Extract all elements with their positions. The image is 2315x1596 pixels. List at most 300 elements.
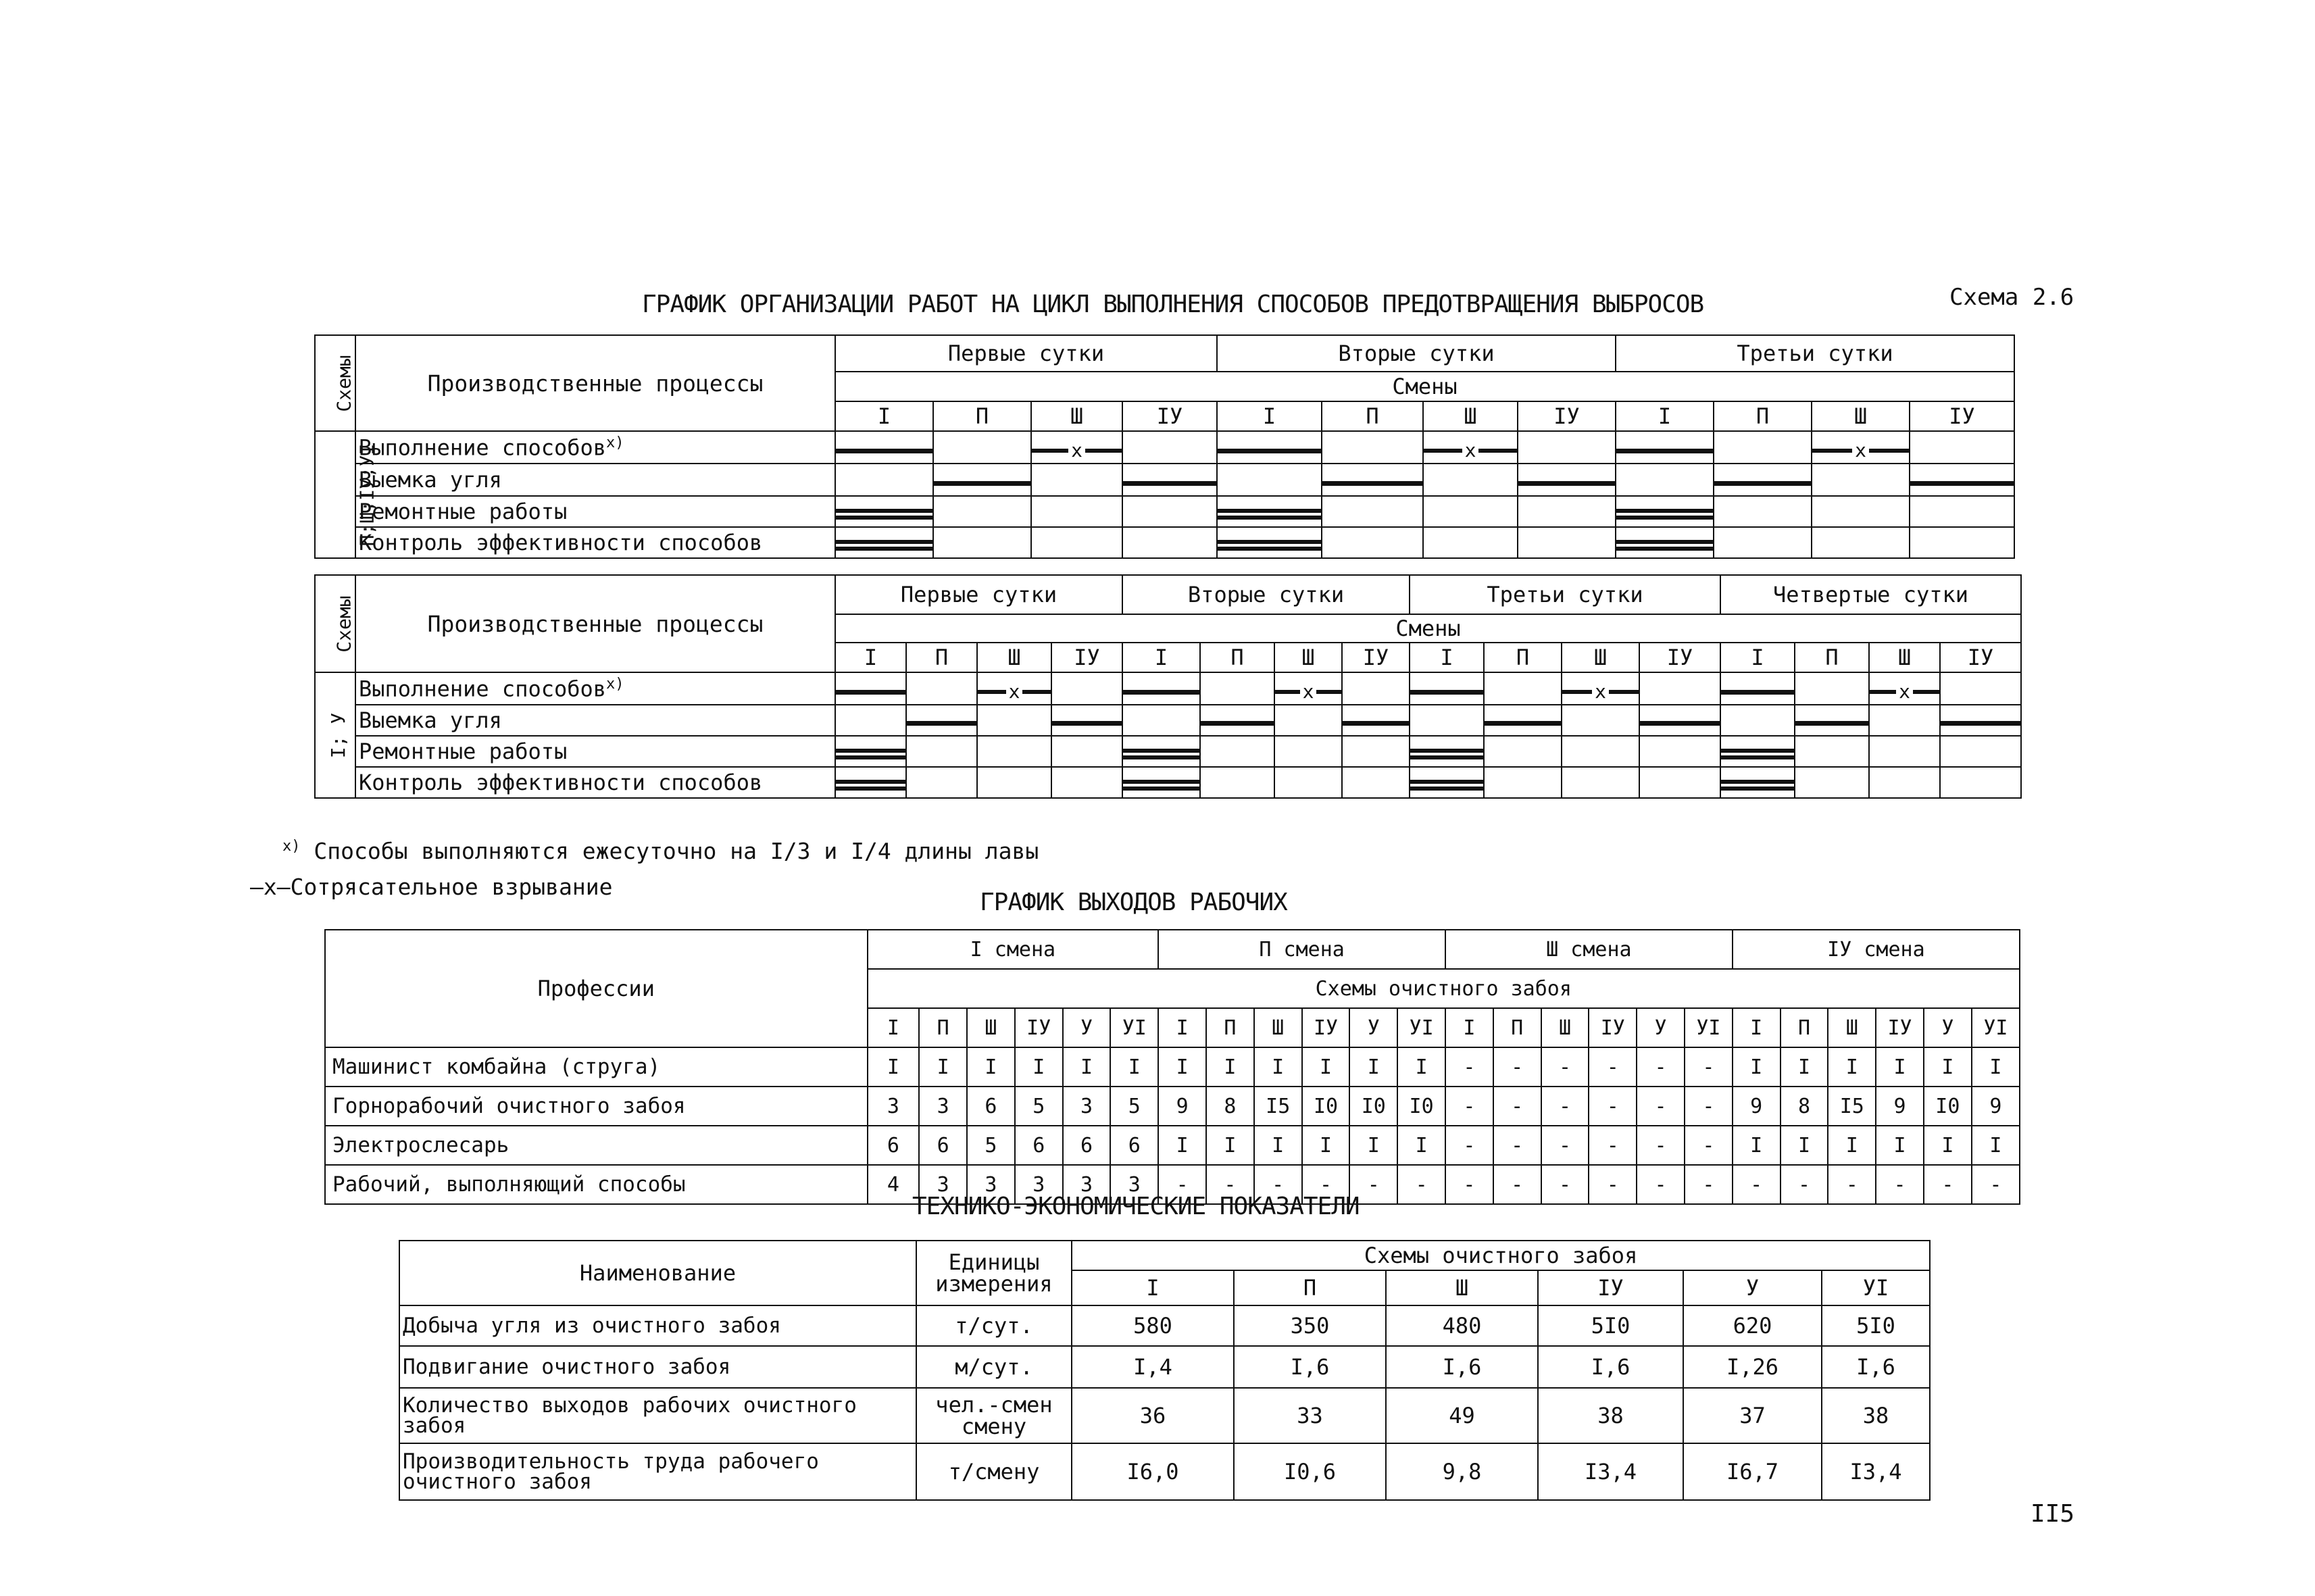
footnote-mark: х) (606, 434, 624, 451)
work-bar (836, 684, 905, 700)
schedule-cell (1910, 496, 2014, 527)
worker-count: I (1302, 1126, 1350, 1165)
scheme-numeral: I (1158, 1008, 1206, 1047)
worker-count: I (1972, 1047, 2020, 1087)
schedule-cell (1200, 705, 1274, 736)
indicator-value: 36 (1072, 1388, 1234, 1443)
work-bar (907, 715, 976, 731)
worker-count: I (1828, 1047, 1876, 1087)
process-label: Ремонтные работы (355, 496, 835, 527)
schedule-cell (1423, 527, 1518, 558)
worker-count: I (1254, 1126, 1302, 1165)
schedule-cell (933, 496, 1031, 527)
shift-numeral: IУ (1639, 643, 1720, 672)
schedule-cell (1410, 767, 1484, 798)
worker-count: - (1733, 1165, 1781, 1204)
worker-count: 3 (919, 1087, 967, 1126)
shift-numeral: IУ (1910, 401, 2014, 431)
schedule-cell (1031, 431, 1122, 464)
schedule-cell (1410, 705, 1484, 736)
schedule-cell (1720, 767, 1795, 798)
table-row (399, 1305, 1930, 1346)
table-row (399, 1388, 1930, 1443)
worker-count: 6 (1015, 1126, 1063, 1165)
schedule-cell (1720, 705, 1795, 736)
table-row (325, 1087, 2020, 1126)
work-bar (1518, 475, 1615, 491)
worker-count: I0 (1349, 1087, 1397, 1126)
unit-header: Единицы измерения (916, 1241, 1072, 1305)
worker-count: 9 (1972, 1087, 2020, 1126)
worker-count: - (1445, 1047, 1493, 1087)
worker-count: I (1876, 1047, 1924, 1087)
double-work-bar (1616, 537, 1713, 553)
name-header: Наименование (399, 1241, 916, 1305)
scheme-numeral: IУ (1589, 1008, 1637, 1047)
worker-count: - (1589, 1165, 1637, 1204)
schedule-cell (1122, 527, 1217, 558)
shift-numeral: I (1720, 643, 1795, 672)
schedule-cell (1812, 527, 1910, 558)
worker-count: - (1445, 1165, 1493, 1204)
schedule-cell (1122, 431, 1217, 464)
worker-count: - (1541, 1126, 1589, 1165)
scheme-numeral: П (1206, 1008, 1254, 1047)
scheme-numeral: IУ (1302, 1008, 1350, 1047)
shift-numeral: I (1122, 643, 1200, 672)
indicator-value: I6,7 (1683, 1443, 1822, 1500)
schedule-cell (1910, 431, 2014, 464)
schedule-cell (835, 767, 906, 798)
schedule-cell (1122, 672, 1200, 705)
schedule-cell (1217, 527, 1322, 558)
schedule-cell (1562, 736, 1639, 767)
worker-count: I5 (1828, 1087, 1876, 1126)
schedule-cell (1812, 464, 1910, 496)
worker-count: I0 (1924, 1087, 1972, 1126)
worker-count: 6 (1110, 1126, 1158, 1165)
worker-count: - (1541, 1087, 1589, 1126)
worker-count: - (1972, 1165, 2020, 1204)
scheme-numeral: УI (1685, 1008, 1733, 1047)
unit-cell: м/сут. (916, 1346, 1072, 1388)
scheme-numeral: У (1683, 1270, 1822, 1305)
worker-count: - (1302, 1165, 1350, 1204)
schedule-cell (933, 527, 1031, 558)
worker-count: I (1972, 1126, 2020, 1165)
scheme-numeral: П (1493, 1008, 1541, 1047)
process-label: Выполнение способов$^{х)}$ (355, 672, 835, 705)
schedule-cell (1639, 705, 1720, 736)
indicator-name: Производительность труда рабочего очистного забоя (399, 1443, 916, 1500)
schedule-cell (1518, 464, 1616, 496)
schedule-cell (1274, 736, 1342, 767)
worker-count: 6 (868, 1126, 920, 1165)
indicator-value: I6,0 (1072, 1443, 1234, 1500)
process-label: Ремонтные работы (355, 736, 835, 767)
schedule-cell (835, 527, 933, 558)
schedule-cell (906, 705, 977, 736)
workers-table (324, 929, 2020, 1205)
worker-count: I (1158, 1047, 1206, 1087)
schedule-cell (906, 767, 977, 798)
schedule-cell (1484, 736, 1562, 767)
day-header: Первые сутки (835, 575, 1122, 614)
footnote-1-text: Способы выполняются ежесуточно на I/3 и I/4 длины лавы (314, 838, 1039, 864)
schedule-cell (1322, 496, 1423, 527)
tech-table (399, 1240, 1931, 1501)
schedule-cell (1122, 767, 1200, 798)
worker-count: - (1397, 1165, 1445, 1204)
schedule-cell (1051, 736, 1122, 767)
schedule-cell (1812, 431, 1910, 464)
work-bar (1410, 684, 1483, 700)
process-label: Контроль эффективности способов (355, 767, 835, 798)
indicator-name: Подвигание очистного забоя (399, 1346, 916, 1388)
shift-numeral: IУ (1518, 401, 1616, 431)
worker-count: - (1685, 1126, 1733, 1165)
process-label: Выемка угля (355, 705, 835, 736)
schedule-cell (1720, 736, 1795, 767)
footnote-2-text: Сотрясательное взрывание (290, 874, 613, 900)
worker-count: 3 (967, 1165, 1015, 1204)
shift-numeral: Ш (1274, 643, 1342, 672)
worker-count: 5 (1015, 1087, 1063, 1126)
schemes-header: Схемы очистного забоя (1072, 1241, 1930, 1270)
footnote-1 (282, 838, 1039, 864)
shifts-header: Смены (835, 614, 2021, 643)
scheme-numeral: У (1637, 1008, 1685, 1047)
double-work-bar (836, 506, 932, 522)
schedule-cell (933, 464, 1031, 496)
scheme-numeral: П (1781, 1008, 1828, 1047)
worker-count: 3 (1110, 1165, 1158, 1204)
schedule-cell (1423, 464, 1518, 496)
worker-count: 8 (1206, 1087, 1254, 1126)
indicator-value: 33 (1234, 1388, 1386, 1443)
shift-numeral: Ш (977, 643, 1051, 672)
scheme-numeral: У (1924, 1008, 1972, 1047)
worker-count: 3 (1015, 1165, 1063, 1204)
table-row (325, 1126, 2020, 1165)
schedule-cell (1714, 496, 1812, 527)
shift-numeral: IУ (1122, 401, 1217, 431)
shift-numeral: П (1795, 643, 1869, 672)
worker-count: - (1589, 1087, 1637, 1126)
worker-count: I0 (1302, 1087, 1350, 1126)
worker-count: - (1637, 1165, 1685, 1204)
shift-header: Ш смена (1445, 930, 1733, 969)
double-work-bar (836, 777, 905, 793)
work-bar (1052, 715, 1122, 731)
schedule-cell (1423, 431, 1518, 464)
work-bar (934, 475, 1030, 491)
blasting-mark: х (1855, 439, 1866, 462)
worker-count: - (1349, 1165, 1397, 1204)
indicator-value: I,6 (1538, 1346, 1683, 1388)
schedule-cell (1217, 431, 1322, 464)
worker-count: 3 (1063, 1165, 1111, 1204)
worker-count: - (1781, 1165, 1828, 1204)
worker-count: - (1206, 1165, 1254, 1204)
blasting-legend-mark: —х— (250, 874, 291, 900)
work-bar (1201, 715, 1274, 731)
indicator-value: 580 (1072, 1305, 1234, 1346)
schedule-cell (977, 705, 1051, 736)
blasting-mark: х (1899, 680, 1910, 703)
worker-count: I (1733, 1126, 1781, 1165)
double-work-bar (1721, 746, 1794, 762)
worker-count: I (1206, 1047, 1254, 1087)
work-bar (1910, 475, 2014, 491)
worker-count: - (1589, 1126, 1637, 1165)
worker-count: - (1685, 1047, 1733, 1087)
scheme-numeral: IУ (1876, 1008, 1924, 1047)
profession-label: Электрослесарь (325, 1126, 868, 1165)
double-work-bar (1218, 506, 1321, 522)
schedule-cell (1940, 672, 2021, 705)
double-work-bar (1721, 777, 1794, 793)
shift-numeral: П (906, 643, 977, 672)
work-bar (836, 443, 932, 459)
schedule-cell (1869, 767, 1940, 798)
blasting-mark: х (1071, 439, 1082, 462)
worker-count: - (1924, 1165, 1972, 1204)
scheme-numeral: Ш (1386, 1270, 1538, 1305)
schedule-cell (1518, 496, 1616, 527)
scheme-numeral: I (1445, 1008, 1493, 1047)
shift-numeral: Ш (1869, 643, 1940, 672)
worker-count: 4 (868, 1165, 920, 1204)
scheme-numeral: П (1234, 1270, 1386, 1305)
unit-cell: т/сут. (916, 1305, 1072, 1346)
indicator-value: I,26 (1683, 1346, 1822, 1388)
schedule-cell (1616, 431, 1714, 464)
indicator-value: 620 (1683, 1305, 1822, 1346)
schedule-cell (1274, 672, 1342, 705)
worker-count: - (1254, 1165, 1302, 1204)
shift-numeral: П (1200, 643, 1274, 672)
worker-count: - (1637, 1087, 1685, 1126)
schedule-cell (1051, 767, 1122, 798)
schedule-cell (1562, 767, 1639, 798)
indicator-value: I3,4 (1538, 1443, 1683, 1500)
page-number: II5 (2031, 1500, 2075, 1528)
worker-count: I0 (1397, 1087, 1445, 1126)
worker-count: 6 (967, 1087, 1015, 1126)
indicator-value: 37 (1683, 1388, 1822, 1443)
worker-count: 3 (919, 1165, 967, 1204)
worker-count: I (1924, 1126, 1972, 1165)
indicator-value: I,6 (1386, 1346, 1538, 1388)
table-row (399, 1443, 1930, 1500)
indicator-value: I,6 (1234, 1346, 1386, 1388)
worker-count: - (1876, 1165, 1924, 1204)
shift-numeral: I (835, 401, 933, 431)
scheme-numeral: Ш (1254, 1008, 1302, 1047)
schedule-cell (1518, 527, 1616, 558)
worker-count: 3 (868, 1087, 920, 1126)
double-work-bar (1123, 777, 1199, 793)
schedule-cell (977, 672, 1051, 705)
shift-numeral: IУ (1940, 643, 2021, 672)
worker-count: I (967, 1047, 1015, 1087)
schedule-cell (906, 672, 977, 705)
schedule-cell (1274, 705, 1342, 736)
worker-count: 6 (919, 1126, 967, 1165)
work-bar (1721, 684, 1794, 700)
worker-count: I (1302, 1047, 1350, 1087)
schedule-cell (1122, 736, 1200, 767)
blasting-mark: х (1302, 680, 1314, 703)
worker-count: - (1493, 1047, 1541, 1087)
schedule-cell (1342, 767, 1410, 798)
worker-count: I (1924, 1047, 1972, 1087)
schemes-header-cell (315, 335, 355, 431)
shift-numeral: I (835, 643, 906, 672)
indicator-value: I3,4 (1822, 1443, 1930, 1500)
process-label: Выполнение способов$^{х)}$ (355, 431, 835, 464)
schedule-cell (1616, 527, 1714, 558)
process-label: Контроль эффективности способов (355, 527, 835, 558)
day-header: Первые сутки (835, 335, 1217, 372)
worker-count: I (1397, 1047, 1445, 1087)
scheme-numeral: УI (1397, 1008, 1445, 1047)
worker-count: I (1158, 1126, 1206, 1165)
worker-count: I (1015, 1047, 1063, 1087)
double-work-bar (1410, 777, 1483, 793)
shift-header: IУ смена (1733, 930, 2020, 969)
schedule-cell (1200, 767, 1274, 798)
shift-header: П смена (1158, 930, 1445, 969)
double-work-bar (1410, 746, 1483, 762)
scheme-group-label: П;Ш;IУ;УI (315, 431, 355, 558)
worker-count: I (1397, 1126, 1445, 1165)
shift-numeral: П (1714, 401, 1812, 431)
schedule-cell (1342, 736, 1410, 767)
worker-count: - (1445, 1087, 1493, 1126)
worker-count: I (1781, 1047, 1828, 1087)
worker-count: 9 (1733, 1087, 1781, 1126)
schedule-cell (1639, 767, 1720, 798)
indicator-value: 5I0 (1822, 1305, 1930, 1346)
profession-label: Горнорабочий очистного забоя (325, 1087, 868, 1126)
schedule-cell (1714, 464, 1812, 496)
work-bar (1218, 443, 1321, 459)
worker-count: 9 (1876, 1087, 1924, 1126)
schedule-cell (1795, 736, 1869, 767)
table-row (399, 1346, 1930, 1388)
schedule-cell (1322, 431, 1423, 464)
scheme-numeral: УI (1822, 1270, 1930, 1305)
schedule-cell (1122, 496, 1217, 527)
schedule-cell (1940, 767, 2021, 798)
worker-count: - (1637, 1126, 1685, 1165)
shift-numeral: Ш (1423, 401, 1518, 431)
schedule-cell (1869, 672, 1940, 705)
shift-numeral: I (1217, 401, 1322, 431)
schedule-cell (1122, 464, 1217, 496)
blasting-bar (1870, 680, 1939, 703)
worker-count: - (1493, 1087, 1541, 1126)
worker-count: 5 (967, 1126, 1015, 1165)
schemes-header-cell (315, 575, 355, 672)
worker-count: I (1254, 1047, 1302, 1087)
schedule-cell (1714, 431, 1812, 464)
schedule-cell (1031, 527, 1122, 558)
double-work-bar (836, 537, 932, 553)
worker-count: I (919, 1047, 967, 1087)
day-header: Вторые сутки (1122, 575, 1410, 614)
scheme-number: Схема 2.6 (1949, 284, 2074, 311)
schedule-cell (835, 736, 906, 767)
page-title: ГРАФИК ОРГАНИЗАЦИИ РАБОТ НА ЦИКЛ ВЫПОЛНЕНИЯ СПОСОБОВ ПРЕДОТВРАЩЕНИЯ ВЫБРОСОВ (642, 291, 1704, 318)
worker-count: I5 (1254, 1087, 1302, 1126)
work-schedule-table-b (314, 574, 2022, 799)
schedule-cell (1217, 496, 1322, 527)
scheme-numeral: I (868, 1008, 920, 1047)
scheme-numeral: I (1072, 1270, 1234, 1305)
processes-header: Производственные процессы (355, 575, 835, 672)
shift-header: I смена (868, 930, 1159, 969)
schedule-cell (1342, 672, 1410, 705)
schedule-cell (1423, 496, 1518, 527)
scheme-numeral: УI (1110, 1008, 1158, 1047)
scheme-numeral: I (1733, 1008, 1781, 1047)
shifts-header: Смены (835, 372, 2014, 401)
worker-count: 5 (1110, 1087, 1158, 1126)
blasting-bar (1424, 439, 1517, 462)
worker-count: I (1781, 1126, 1828, 1165)
unit-cell: чел.-смен смену (916, 1388, 1072, 1443)
worker-count: I (1733, 1047, 1781, 1087)
schedule-cell (1714, 527, 1812, 558)
profession-label: Рабочий, выполняющий способы (325, 1165, 868, 1204)
schedule-cell (977, 736, 1051, 767)
blasting-bar (1812, 439, 1909, 462)
schedule-cell (1518, 431, 1616, 464)
scheme-group-label: I; У (315, 672, 355, 798)
shift-numeral: Ш (1562, 643, 1639, 672)
scheme-numeral: П (919, 1008, 967, 1047)
schedule-cell (1639, 672, 1720, 705)
blasting-bar (978, 680, 1051, 703)
schedule-cell (977, 767, 1051, 798)
schedule-cell (1869, 705, 1940, 736)
schedule-cell (835, 672, 906, 705)
schedule-cell (1031, 496, 1122, 527)
schedule-cell (1562, 705, 1639, 736)
shift-numeral: IУ (1051, 643, 1122, 672)
footnote-2 (250, 874, 612, 900)
work-bar (1123, 684, 1199, 700)
schedule-cell (1031, 464, 1122, 496)
indicator-value: 38 (1822, 1388, 1930, 1443)
blasting-mark: х (1008, 680, 1020, 703)
worker-count: 6 (1063, 1126, 1111, 1165)
schedule-cell (1940, 705, 2021, 736)
table-row (325, 1047, 2020, 1087)
shift-numeral: П (1322, 401, 1423, 431)
schedule-cell (835, 431, 933, 464)
schedule-cell (1639, 736, 1720, 767)
worker-count: I (1349, 1047, 1397, 1087)
worker-count: - (1158, 1165, 1206, 1204)
work-schedule-table-a (314, 334, 2015, 559)
worker-count: - (1493, 1165, 1541, 1204)
worker-count: - (1637, 1047, 1685, 1087)
day-header: Вторые сутки (1217, 335, 1616, 372)
